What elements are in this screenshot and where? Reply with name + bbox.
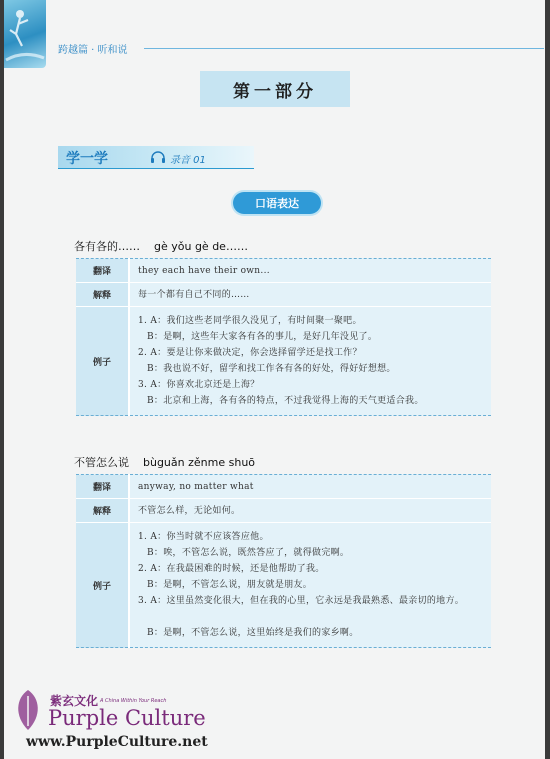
row-label: 例子 (76, 523, 129, 648)
category-pill: 口语表达 (233, 192, 321, 214)
watermark-tagline: A China Within Your Reach (100, 698, 167, 704)
example-line: B：我也说不好，留学和找工作各有各的好处，得好好想想。 (147, 364, 396, 374)
entry-heading (74, 238, 248, 254)
watermark-logo (8, 686, 208, 756)
row-value (129, 475, 491, 499)
row-label: 例子 (76, 307, 129, 416)
gloss-table (76, 474, 491, 648)
row-value (129, 307, 491, 416)
entry-pinyin: bùguǎn zěnme shuō (143, 456, 256, 469)
row-label: 解释 (76, 499, 129, 523)
explanation-text: 不管怎么样，无论如何。 (138, 505, 241, 516)
example-line: B：是啊，不管怎么说，朋友就是朋友。 (147, 580, 313, 590)
header-rule (144, 48, 544, 49)
table-row (76, 307, 491, 416)
row-label: 翻译 (76, 259, 129, 283)
table-row (76, 259, 491, 283)
part-title: 第一部分 (200, 71, 350, 107)
row-label: 解释 (76, 283, 129, 307)
entry-pinyin: gè yǒu gè de…… (154, 240, 248, 253)
example-line: B：是啊，不管怎么说，这里始终是我们的家乡啊。 (147, 628, 359, 638)
example-line: 1. A：我们这些老同学很久没见了，有时间聚一聚吧。 (138, 316, 362, 326)
example-line: 2. A：要是让你来做决定，你会选择留学还是找工作？ (138, 348, 362, 358)
audio-track-label: 录音 01 (170, 155, 206, 166)
example-line: 2. A：在我最困难的时候，还是他帮助了我。 (138, 564, 325, 574)
running-header: 跨越篇 · 听和说 (58, 45, 128, 56)
example-line: 3. A：你喜欢北京还是上海？ (138, 380, 260, 390)
example-line: B：北京和上海，各有各的特点，不过我觉得上海的天气更适合我。 (147, 396, 424, 406)
row-value (129, 283, 491, 307)
gloss-table (76, 258, 491, 416)
row-label: 翻译 (76, 475, 129, 499)
section-heading (58, 146, 254, 169)
entry-headword: 不管怎么说 (74, 456, 129, 469)
corner-illustration (4, 0, 46, 68)
translation-text: anyway, no matter what (138, 481, 254, 492)
example-line: B：是啊，这些年大家各有各的事儿，是好几年没见了。 (147, 332, 378, 342)
entry-heading (74, 454, 255, 470)
translation-text: they each have their own... (138, 265, 270, 276)
row-value (129, 499, 491, 523)
headphones-icon (150, 149, 166, 168)
entry-headword: 各有各的…… (74, 240, 140, 253)
explanation-text: 每一个都有自己不同的…… (138, 289, 250, 300)
watermark-english-name: Purple Culture (48, 706, 206, 730)
row-value (129, 259, 491, 283)
example-line: 3. A：这里虽然变化很大，但在我的心里，它永远是我最熟悉、最亲切的地方。 (138, 596, 465, 606)
watermark-chinese-name: 紫玄文化 (50, 694, 99, 708)
watermark-url[interactable]: www.PurpleCulture.net (26, 734, 208, 750)
row-value (129, 523, 491, 648)
table-row (76, 283, 491, 307)
leaf-icon (10, 688, 46, 732)
table-row (76, 523, 491, 648)
example-line: B：唉，不管怎么说，既然答应了，就得做完啊。 (147, 548, 350, 558)
table-row (76, 475, 491, 499)
section-title: 学一学 (66, 151, 108, 167)
example-line: 1. A：你当时就不应该答应他。 (138, 532, 269, 542)
table-row (76, 499, 491, 523)
book-page (4, 0, 545, 759)
